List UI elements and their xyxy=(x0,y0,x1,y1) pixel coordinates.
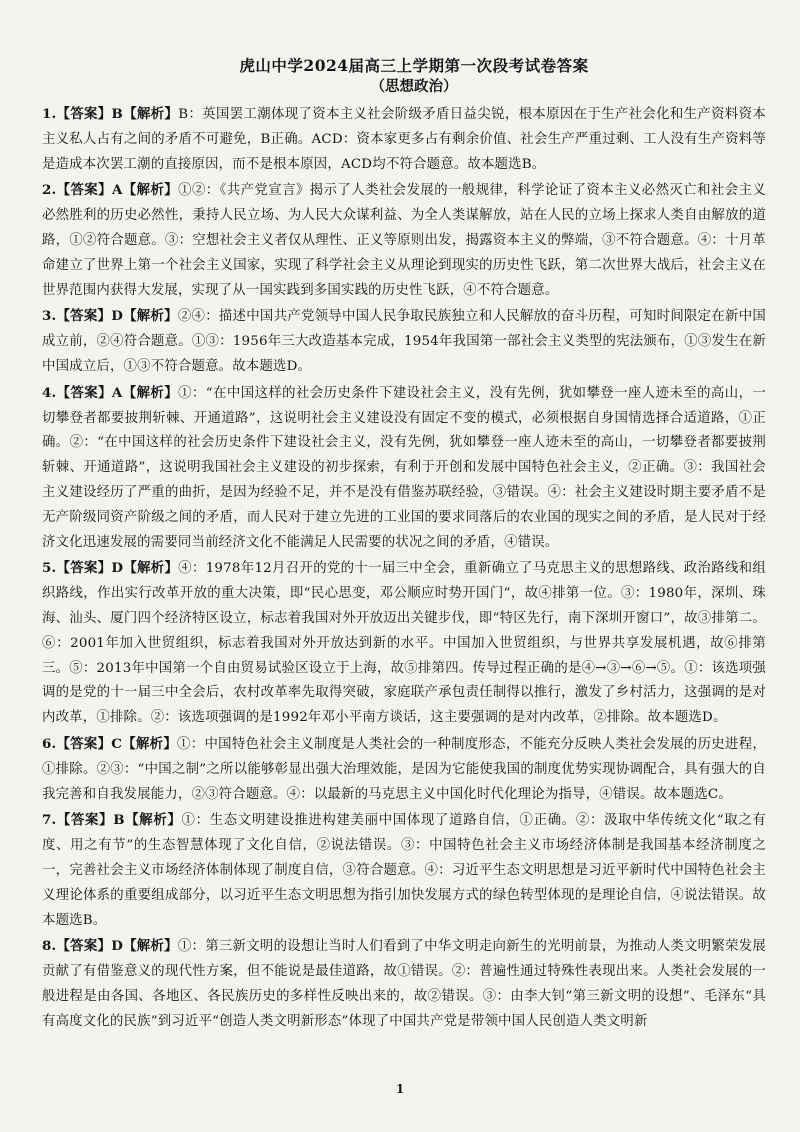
answer-item-3 xyxy=(42,304,766,379)
answer-item-5 xyxy=(42,556,766,731)
answer-item-7 xyxy=(42,808,766,933)
answer-item-8 xyxy=(42,934,766,1034)
answer-body: B：英国罢工潮体现了资本主义社会阶级矛盾日益尖锐，根本原因在于生产社会化和生产资料资本主义私人占有之间的矛盾不可避免，B正确。ACD：资本家更多占有剩余价值、社会生产严重过剩、工人没有生产资料等是造成本次罢工潮的直接原因，而不是根本原因，ACD均不符合题意。故本题选B。 xyxy=(42,107,766,172)
page-subtitle: （思想政治） xyxy=(370,78,458,95)
answer-list xyxy=(42,102,766,1034)
answer-body: ①：生态文明建设推进构建美丽中国体现了道路自信，①正确。②：汲取中华传统文化“取之有度、用之有节”的生态智慧体现了文化自信，②说法错误。③：中国特色社会主义市场经济体制是我国基本经济制度之一，完善社会主义市场经济体制体现了制度自信，③符合题意。④：习近平生态文明思想是习近平新时代中国特色社会主义理论体系的重要组成部分，以习近平生态文明思想为指引加快发展方式的绿色转型体现的是理论自信，④说法错误。故本题选B。 xyxy=(42,813,766,928)
answer-body: ①：中国特色社会主义制度是人类社会的一种制度形态，不能充分反映人类社会发展的历史进程，①排除。②③：“中国之制”之所以能够彰显出强大治理效能，是因为它能使我国的制度优势实现协调配合，具有强大的自我完善和自我发展能力，②③符合题意。④：以最新的马克思主义中国化时代化理论为指导，④错误。故本题选C。 xyxy=(42,736,766,802)
answer-lead: 8.【答案】D【解析】 xyxy=(42,938,178,955)
page-number: 1 xyxy=(395,1082,405,1096)
answer-item-1 xyxy=(42,102,766,177)
answer-lead: 7.【答案】B【解析】 xyxy=(42,812,182,829)
answer-body: ④：1978年12月召开的党的十一届三中全会，重新确立了马克思主义的思想路线、政治路线和组织路线，作出实行改革开放的重大决策，即“民心思变，邓公顺应时势开国门”，故④排第一位。③：1980年，深圳、珠海、汕头、厦门四个经济特区设立，标志着我国对外开放迈出关键步伐，即“特区先行，南下深圳开窗口”，故③排第二。⑥：2001年加入世贸组织，标志着我国对外开放达到新的水平。中国加入世贸组织，与世界共享发展机遇，故⑥排第三。⑤：2013年中国第一个自由贸易试验区设立于上海，故⑤排第四。传导过程正确的是④→③→⑥→⑤。①：该选项强调的是党的十一届三中全会后，农村改革率先取得突破，家庭联产承包责任制得以推行，激发了乡村活力，这强调的是对内改革，①排除。②：该选项强调的是1992年邓小平南方谈话，这主要强调的是对内改革，②排除。故本题选D。 xyxy=(42,561,767,726)
answer-item-2 xyxy=(42,178,766,303)
answer-lead: 3.【答案】D【解析】 xyxy=(42,308,178,325)
answer-body: ①：第三新文明的设想让当时人们看到了中华文明走向新生的光明前景，为推动人类文明繁荣发展贡献了有借鉴意义的现代性方案，但不能说是最佳道路，故①错误。②：普遍性通过特殊性表现出来。人类社会发展的一般进程是由各国、各地区、各民族历史的多样性反映出来的，故②错误。③：由李大钊“第三新文明的设想”、毛泽东“具有高度文化的民族”到习近平“创造人类文明新形态”体现了中国共产党是带领中国人民创造人类文明新 xyxy=(42,939,766,1029)
answer-lead: 1.【答案】B【解析】 xyxy=(42,106,179,122)
answer-lead: 2.【答案】A【解析】 xyxy=(42,182,179,199)
answer-item-6 xyxy=(42,732,766,807)
answer-body: ①：“在中国这样的社会历史条件下建设社会主义，没有先例，犹如攀登一座人迹未至的高山，一切攀登者都要披荆斩棘、开通道路”，这说明社会主义建设没有固定不变的模式，必须根据自身国情选择合适道路，①正确。②：“在中国这样的社会历史条件下建设社会主义，没有先例，犹如攀登一座人迹未至的高山，一切攀登者都要披荆斩棘、开通道路”，这说明我国社会主义建设的初步探索，有利于开创和发展中国特色社会主义，②正确。③：我国社会主义建设经历了严重的曲折，是因为经验不足，并不是没有借鉴苏联经验，③错误。④：社会主义建设时期主要矛盾不是无产阶级同资产阶级之间的矛盾，而人民对于建立先进的工业国的要求同落后的农业国的现实之间的矛盾，是人民对于经济文化迅速发展的需要同当前经济文化不能满足人民需要的状况之间的矛盾，④错误。 xyxy=(42,385,766,550)
answer-lead: 6.【答案】C【解析】 xyxy=(42,735,178,752)
answer-body: ①②：《共产党宣言》揭示了人类社会发展的一般规律，科学论证了资本主义必然灭亡和社会主义必然胜利的历史必然性，秉持人民立场、为人民大众谋利益、为全人类谋解放，站在人民的立场上探求人类自由解放的道路，①②符合题意。③：空想社会主义者仅从理性、正义等原则出发，揭露资本主义的弊端，③不符合题意。④：十月革命建立了世界上第一个社会主义国家，实现了科学社会主义从理论到现实的历史性飞跃，第二次世界大战后，社会主义在世界范围内获得大发展，实现了从一国实践到多国实践的历史性飞跃，④不符合题意。 xyxy=(42,183,766,298)
answer-body: ②④：描述中国共产党领导中国人民争取民族独立和人民解放的奋斗历程，可知时间限定在新中国成立前，②④符合题意。①③：1956年三大改造基本完成，1954年我国第一部社会主义类型的宪法颁布，①③发生在新中国成立后，①③不符合题意。故本题选D。 xyxy=(42,309,766,374)
answer-item-4 xyxy=(42,381,766,556)
answer-lead: 5.【答案】D【解析】 xyxy=(42,560,179,577)
answer-lead: 4.【答案】A【解析】 xyxy=(42,384,179,401)
page-title: 虎山中学2024届高三上学期第一次段考试卷答案 xyxy=(239,56,589,75)
